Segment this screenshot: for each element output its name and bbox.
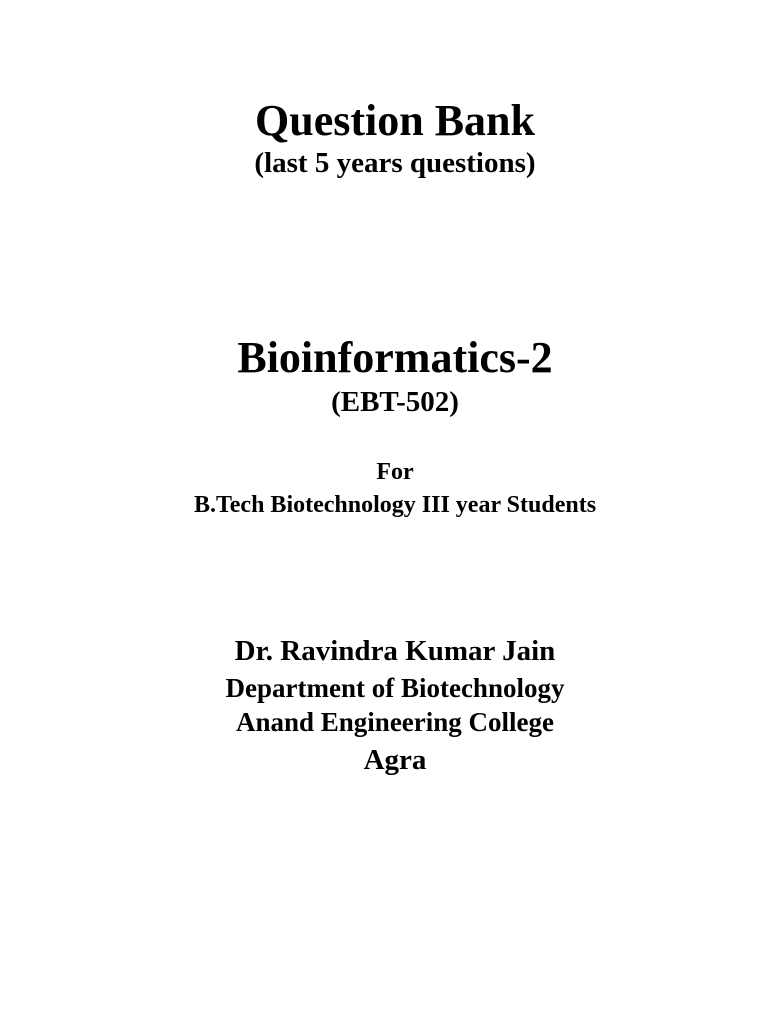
course-code: (EBT-502) bbox=[331, 386, 459, 418]
city-name: Agra bbox=[363, 744, 427, 776]
for-label: For bbox=[376, 459, 414, 485]
audience-text: B.Tech Biotechnology III year Students bbox=[193, 492, 597, 518]
course-name: Bioinformatics-2 bbox=[237, 333, 553, 382]
author-name: Dr. Ravindra Kumar Jain bbox=[234, 635, 556, 667]
college-name: Anand Engineering College bbox=[235, 707, 555, 737]
document-title: Question Bank bbox=[255, 96, 535, 145]
department-name: Department of Biotechnology bbox=[225, 673, 565, 703]
document-subtitle: (last 5 years questions) bbox=[254, 147, 536, 179]
